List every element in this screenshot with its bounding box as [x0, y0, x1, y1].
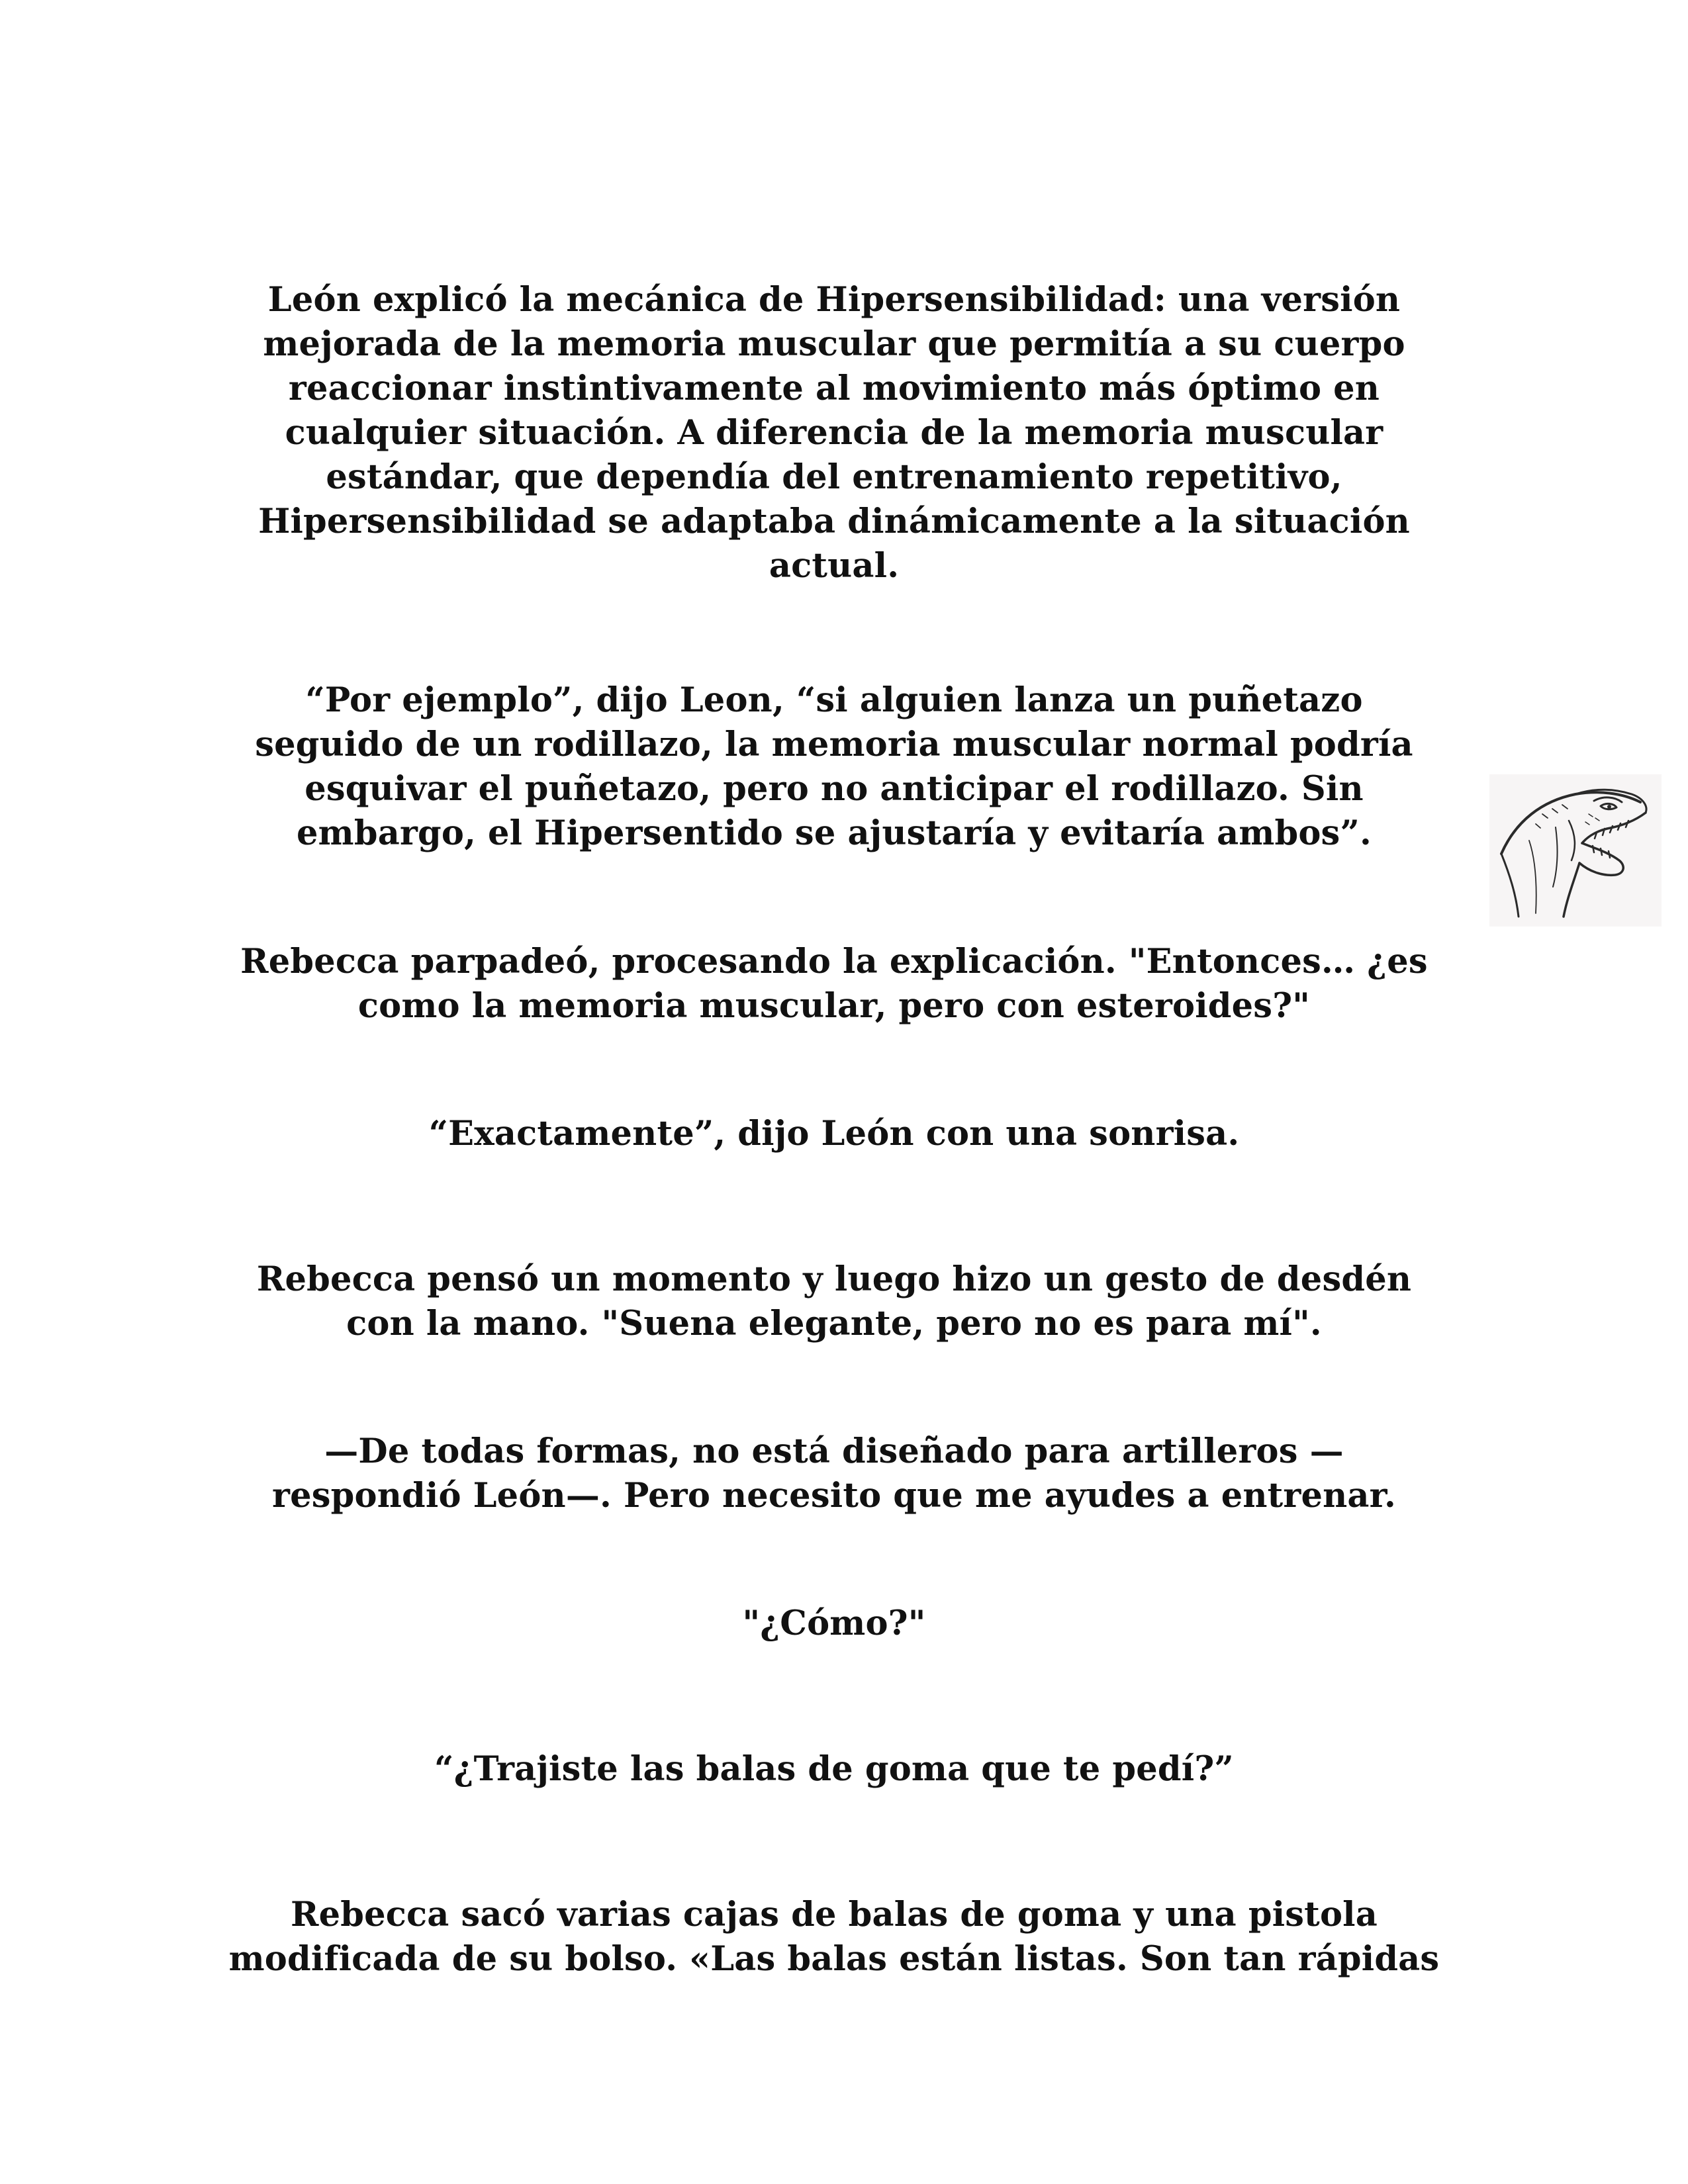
text-line: respondió León—. Pero necesito que me ayudes a entrenar. [272, 1476, 1396, 1516]
text-line: “Exactamente”, dijo León con una sonrisa. [428, 1114, 1240, 1154]
paragraph-4 [218, 1112, 1450, 1156]
text-line: León explicó la mecánica de Hipersensibilidad: una versión [267, 280, 1401, 320]
text-line: cualquier situación. A diferencia de la memoria muscular [285, 413, 1383, 453]
text-line: esquivar el puñetazo, pero no anticipar el rodillazo. Sin [305, 769, 1364, 809]
paragraph-8 [218, 1747, 1450, 1792]
text-line: Rebecca pensó un momento y luego hizo un gesto de desdén [256, 1259, 1412, 1299]
text-line: reaccionar instintivamente al movimiento más óptimo en [288, 369, 1380, 408]
dinosaur-head-sketch-icon [1489, 774, 1662, 927]
text-line: Hipersensibilidad se adaptaba dinámicamente a la situación [258, 502, 1410, 541]
text-line: embargo, el Hipersentido se ajustaría y evitaría ambos”. [297, 813, 1372, 853]
paragraph-9 [218, 1893, 1450, 1981]
paragraph-3 [218, 940, 1450, 1028]
paragraph-5 [218, 1257, 1450, 1346]
text-line: —De todas formas, no está diseñado para artilleros — [324, 1432, 1344, 1471]
paragraph-6 [218, 1430, 1450, 1518]
paragraph-2 [218, 678, 1450, 856]
text-line: "¿Cómo?" [742, 1604, 926, 1643]
text-line: “Por ejemplo”, dijo Leon, “si alguien lanza un puñetazo [305, 680, 1363, 720]
paragraph-7 [218, 1602, 1450, 1646]
text-line: con la mano. "Suena elegante, pero no es para mí". [346, 1304, 1322, 1343]
text-line: seguido de un rodillazo, la memoria muscular normal podría [255, 725, 1413, 764]
text-line: actual. [769, 546, 900, 586]
text-line: Rebecca parpadeó, procesando la explicación. "Entonces… ¿es [240, 942, 1428, 981]
text-line: como la memoria muscular, pero con esteroides?" [357, 986, 1311, 1026]
text-line: modificada de su bolso. «Las balas están listas. Son tan rápidas [228, 1939, 1440, 1979]
text-line: Rebecca sacó varias cajas de balas de goma y una pistola [291, 1895, 1378, 1934]
text-line: estándar, que dependía del entrenamiento repetitivo, [326, 457, 1342, 497]
paragraph-1 [218, 278, 1450, 588]
text-line: mejorada de la memoria muscular que permitía a su cuerpo [263, 324, 1405, 364]
text-line: “¿Trajiste las balas de goma que te pedí?” [434, 1749, 1234, 1789]
